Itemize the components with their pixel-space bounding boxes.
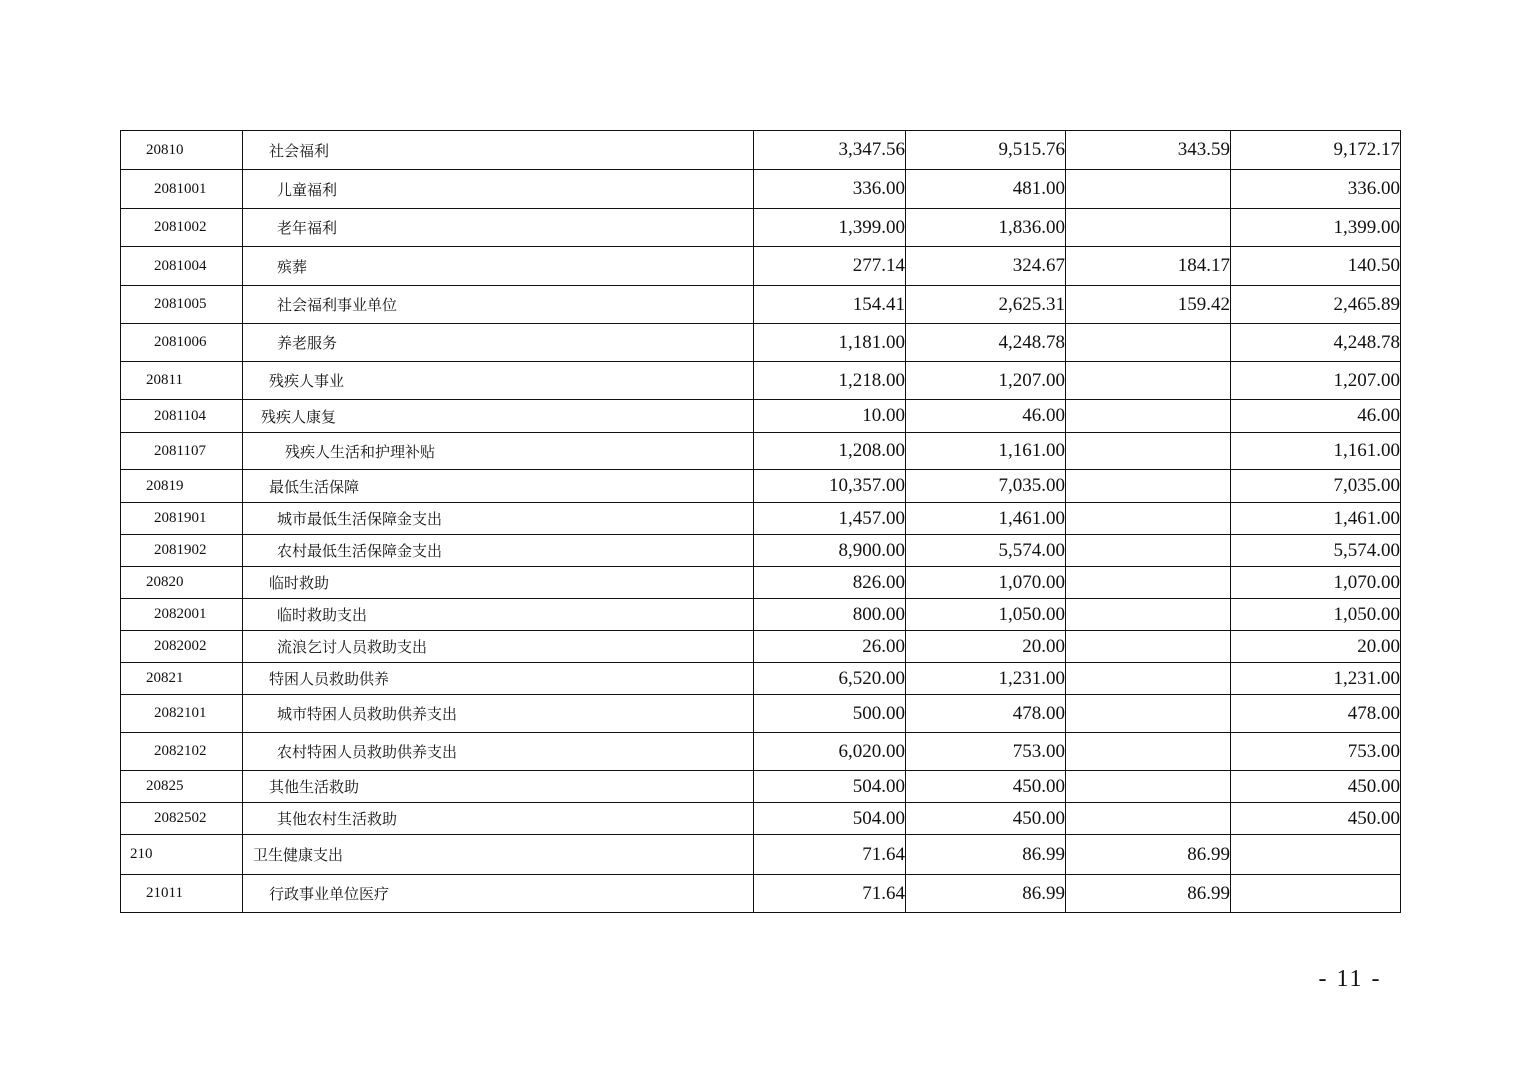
subject-name: 养老服务	[243, 324, 754, 362]
value-col-3	[1066, 470, 1231, 503]
value-col-1: 26.00	[754, 631, 906, 663]
value-col-2: 46.00	[906, 400, 1066, 433]
value-col-2: 324.67	[906, 247, 1066, 286]
value-col-1: 1,208.00	[754, 433, 906, 470]
value-col-2: 2,625.31	[906, 286, 1066, 324]
value-col-4: 9,172.17	[1231, 131, 1401, 170]
value-col-1: 1,218.00	[754, 362, 906, 400]
subject-name: 城市最低生活保障金支出	[243, 503, 754, 535]
table-row	[121, 835, 1401, 875]
subject-name: 流浪乞讨人员救助支出	[243, 631, 754, 663]
subject-code: 20825	[121, 771, 243, 803]
value-col-4: 1,461.00	[1231, 503, 1401, 535]
subject-code: 2081004	[121, 247, 243, 286]
value-col-2: 5,574.00	[906, 535, 1066, 567]
value-col-1: 10,357.00	[754, 470, 906, 503]
value-col-1: 3,347.56	[754, 131, 906, 170]
value-col-3: 86.99	[1066, 875, 1231, 913]
table-row	[121, 771, 1401, 803]
value-col-2: 478.00	[906, 695, 1066, 733]
subject-name: 临时救助	[243, 567, 754, 599]
value-col-4: 450.00	[1231, 771, 1401, 803]
subject-name: 最低生活保障	[243, 470, 754, 503]
value-col-3: 184.17	[1066, 247, 1231, 286]
table-row	[121, 875, 1401, 913]
table-row	[121, 286, 1401, 324]
page-number: - 11 -	[1318, 966, 1382, 992]
value-col-4: 1,231.00	[1231, 663, 1401, 695]
table-row	[121, 362, 1401, 400]
value-col-4: 1,207.00	[1231, 362, 1401, 400]
value-col-3	[1066, 324, 1231, 362]
value-col-4: 753.00	[1231, 733, 1401, 771]
value-col-3	[1066, 433, 1231, 470]
value-col-2: 7,035.00	[906, 470, 1066, 503]
subject-name: 残疾人康复	[243, 400, 754, 433]
value-col-4: 5,574.00	[1231, 535, 1401, 567]
table-row	[121, 209, 1401, 247]
subject-code: 2081006	[121, 324, 243, 362]
table-row	[121, 470, 1401, 503]
subject-name: 社会福利	[243, 131, 754, 170]
table-row	[121, 803, 1401, 835]
subject-code: 2082502	[121, 803, 243, 835]
subject-code: 2082101	[121, 695, 243, 733]
subject-code: 20810	[121, 131, 243, 170]
table-row	[121, 131, 1401, 170]
subject-code: 2081902	[121, 535, 243, 567]
subject-code: 2081901	[121, 503, 243, 535]
value-col-2: 1,050.00	[906, 599, 1066, 631]
value-col-4	[1231, 835, 1401, 875]
value-col-3: 343.59	[1066, 131, 1231, 170]
value-col-3	[1066, 209, 1231, 247]
value-col-1: 1,457.00	[754, 503, 906, 535]
value-col-1: 71.64	[754, 835, 906, 875]
value-col-1: 6,020.00	[754, 733, 906, 771]
value-col-3	[1066, 599, 1231, 631]
value-col-4: 2,465.89	[1231, 286, 1401, 324]
value-col-1: 826.00	[754, 567, 906, 599]
value-col-4: 336.00	[1231, 170, 1401, 209]
value-col-2: 1,070.00	[906, 567, 1066, 599]
value-col-1: 277.14	[754, 247, 906, 286]
table-row	[121, 599, 1401, 631]
subject-code: 2082102	[121, 733, 243, 771]
subject-code: 210	[121, 835, 243, 875]
subject-code: 2082001	[121, 599, 243, 631]
value-col-1: 800.00	[754, 599, 906, 631]
subject-code: 20819	[121, 470, 243, 503]
value-col-1: 504.00	[754, 803, 906, 835]
subject-code: 2082002	[121, 631, 243, 663]
value-col-1: 1,181.00	[754, 324, 906, 362]
subject-name: 农村最低生活保障金支出	[243, 535, 754, 567]
value-col-1: 10.00	[754, 400, 906, 433]
subject-name: 残疾人生活和护理补贴	[243, 433, 754, 470]
table-row	[121, 663, 1401, 695]
subject-name: 老年福利	[243, 209, 754, 247]
table-row	[121, 170, 1401, 209]
value-col-3	[1066, 663, 1231, 695]
subject-code: 2081002	[121, 209, 243, 247]
value-col-1: 500.00	[754, 695, 906, 733]
table-row	[121, 400, 1401, 433]
table-row	[121, 503, 1401, 535]
subject-code: 20811	[121, 362, 243, 400]
table-row	[121, 324, 1401, 362]
value-col-4: 1,161.00	[1231, 433, 1401, 470]
table-row	[121, 567, 1401, 599]
table-row	[121, 433, 1401, 470]
value-col-3	[1066, 567, 1231, 599]
value-col-2: 1,231.00	[906, 663, 1066, 695]
value-col-1: 154.41	[754, 286, 906, 324]
value-col-1: 1,399.00	[754, 209, 906, 247]
value-col-4: 140.50	[1231, 247, 1401, 286]
value-col-1: 336.00	[754, 170, 906, 209]
subject-code: 2081104	[121, 400, 243, 433]
value-col-4: 1,399.00	[1231, 209, 1401, 247]
subject-name: 其他生活救助	[243, 771, 754, 803]
value-col-4: 1,050.00	[1231, 599, 1401, 631]
table-row	[121, 247, 1401, 286]
subject-code: 21011	[121, 875, 243, 913]
value-col-3: 159.42	[1066, 286, 1231, 324]
subject-name: 行政事业单位医疗	[243, 875, 754, 913]
subject-name: 特困人员救助供养	[243, 663, 754, 695]
value-col-2: 753.00	[906, 733, 1066, 771]
value-col-2: 20.00	[906, 631, 1066, 663]
subject-code: 2081107	[121, 433, 243, 470]
value-col-3	[1066, 803, 1231, 835]
value-col-2: 450.00	[906, 803, 1066, 835]
subject-name: 残疾人事业	[243, 362, 754, 400]
value-col-4: 7,035.00	[1231, 470, 1401, 503]
value-col-2: 86.99	[906, 875, 1066, 913]
value-col-2: 1,161.00	[906, 433, 1066, 470]
value-col-4	[1231, 875, 1401, 913]
value-col-1: 71.64	[754, 875, 906, 913]
value-col-2: 86.99	[906, 835, 1066, 875]
value-col-3	[1066, 631, 1231, 663]
subject-name: 卫生健康支出	[243, 835, 754, 875]
value-col-2: 9,515.76	[906, 131, 1066, 170]
value-col-4: 450.00	[1231, 803, 1401, 835]
table-row	[121, 733, 1401, 771]
subject-name: 城市特困人员救助供养支出	[243, 695, 754, 733]
table-row	[121, 695, 1401, 733]
value-col-2: 4,248.78	[906, 324, 1066, 362]
value-col-3	[1066, 503, 1231, 535]
value-col-3	[1066, 535, 1231, 567]
value-col-3	[1066, 362, 1231, 400]
subject-name: 其他农村生活救助	[243, 803, 754, 835]
value-col-4: 46.00	[1231, 400, 1401, 433]
value-col-3	[1066, 695, 1231, 733]
value-col-3	[1066, 771, 1231, 803]
subject-name: 临时救助支出	[243, 599, 754, 631]
subject-name: 农村特困人员救助供养支出	[243, 733, 754, 771]
value-col-3	[1066, 733, 1231, 771]
value-col-4: 4,248.78	[1231, 324, 1401, 362]
subject-name: 儿童福利	[243, 170, 754, 209]
value-col-3: 86.99	[1066, 835, 1231, 875]
subject-code: 2081001	[121, 170, 243, 209]
value-col-3	[1066, 400, 1231, 433]
value-col-4: 1,070.00	[1231, 567, 1401, 599]
value-col-2: 1,207.00	[906, 362, 1066, 400]
subject-code: 20821	[121, 663, 243, 695]
value-col-3	[1066, 170, 1231, 209]
subject-name: 社会福利事业单位	[243, 286, 754, 324]
value-col-2: 481.00	[906, 170, 1066, 209]
table-row	[121, 535, 1401, 567]
value-col-1: 6,520.00	[754, 663, 906, 695]
value-col-2: 1,836.00	[906, 209, 1066, 247]
value-col-4: 20.00	[1231, 631, 1401, 663]
value-col-4: 478.00	[1231, 695, 1401, 733]
subject-code: 2081005	[121, 286, 243, 324]
subject-code: 20820	[121, 567, 243, 599]
value-col-2: 1,461.00	[906, 503, 1066, 535]
value-col-1: 504.00	[754, 771, 906, 803]
table-row	[121, 631, 1401, 663]
subject-name: 殡葬	[243, 247, 754, 286]
budget-expenditure-table	[120, 130, 1401, 913]
value-col-1: 8,900.00	[754, 535, 906, 567]
value-col-2: 450.00	[906, 771, 1066, 803]
